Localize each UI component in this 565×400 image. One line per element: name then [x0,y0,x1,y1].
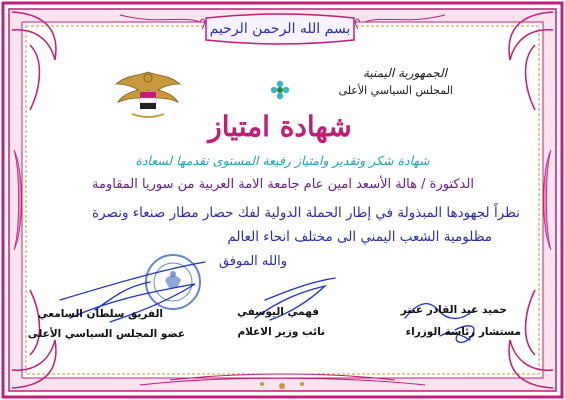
signatory-3-name: الفريق سلطان السامعي [37,308,163,320]
certificate-title: شهادة امتياز [208,110,352,143]
signatory-1-name: حميد عبد القادر عنتر [400,304,507,316]
closing-text: والله الموفق [218,254,288,269]
recipient-line: الدكتورة / هالة الأسعد امين عام جامعة الامة العربية من سوريا المقاومة [92,177,474,192]
republic-text: الجمهورية اليمنية [362,66,447,80]
signatory-3-role: عضو المجلس السياسي الأعلى [27,328,185,340]
signatory-1-role: مستشار رئاسة الوزراء [405,326,521,338]
signatory-2-name: فهمي اليوسفي [236,306,319,318]
certificate-subtitle: شهادة شكر وتقدير وامتياز رفيعة المستوى نقدمها لسعادة [135,153,430,168]
body-line-2: مظلومية الشعب اليمني الى مختلف انحاء العالم [227,229,492,245]
council-text: المجلس السياسي الأعلى [338,84,453,97]
signatory-2-role: نائب وزير الاعلام [237,326,325,338]
body-line-1: نظراً لجهودها المبذولة في إطار الحملة الدولية لفك حصار مطار صنعاء ونصرة [92,205,520,221]
basmala-text: بسم الله الرحمن الرحيم [209,21,351,37]
